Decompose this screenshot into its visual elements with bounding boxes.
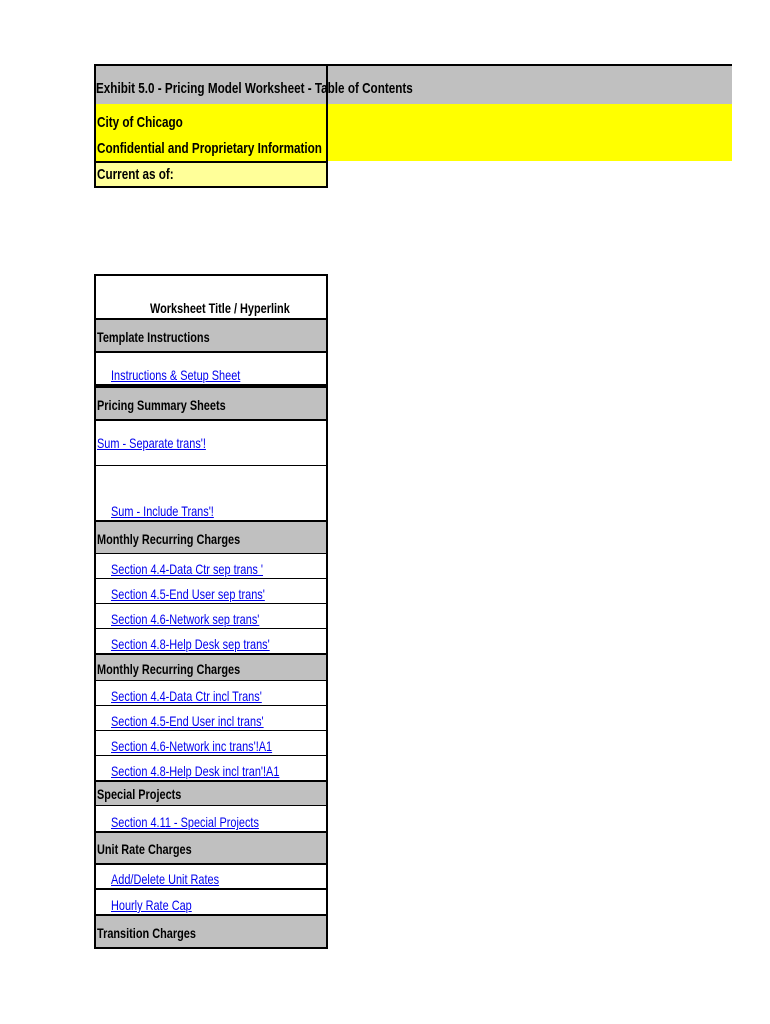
link-label[interactable]: Sum - Include Trans'! bbox=[111, 503, 214, 519]
link-end-user-incl[interactable] bbox=[96, 705, 326, 730]
link-hourly-rate-cap[interactable] bbox=[96, 888, 326, 914]
link-add-delete-unit-rates[interactable] bbox=[96, 863, 326, 888]
link-label[interactable]: Add/Delete Unit Rates bbox=[111, 871, 220, 887]
section-special-projects bbox=[96, 780, 326, 805]
link-label[interactable]: Section 4.5-End User incl trans' bbox=[111, 713, 264, 729]
section-label: Transition Charges bbox=[97, 925, 196, 941]
link-help-desk-incl[interactable] bbox=[96, 755, 326, 780]
link-label[interactable]: Section 4.8-Help Desk sep trans' bbox=[111, 636, 270, 652]
section-template-instructions bbox=[96, 318, 326, 351]
title-cell bbox=[94, 64, 413, 104]
section-mrc-include bbox=[96, 653, 326, 680]
link-label[interactable]: Section 4.4-Data Ctr incl Trans' bbox=[111, 688, 262, 704]
section-label: Monthly Recurring Charges bbox=[97, 531, 241, 547]
page-title: Exhibit 5.0 - Pricing Model Worksheet - Table of Contents bbox=[96, 80, 413, 97]
section-label: Special Projects bbox=[97, 786, 182, 802]
link-special-projects[interactable] bbox=[96, 805, 326, 831]
current-as-of-cell[interactable] bbox=[94, 161, 328, 188]
section-label: Monthly Recurring Charges bbox=[97, 661, 241, 677]
link-label[interactable]: Section 4.4-Data Ctr sep trans ' bbox=[111, 561, 264, 577]
link-sum-separate[interactable] bbox=[96, 419, 326, 465]
confidential-label: Confidential and Proprietary Information bbox=[97, 140, 322, 157]
link-label[interactable]: Section 4.5-End User sep trans' bbox=[111, 586, 265, 602]
link-network-sep[interactable] bbox=[96, 603, 326, 628]
link-network-incl[interactable] bbox=[96, 730, 326, 755]
column-header: Worksheet Title / Hyperlink bbox=[150, 300, 290, 316]
link-label[interactable]: Hourly Rate Cap bbox=[111, 897, 192, 913]
section-mrc-separate bbox=[96, 520, 326, 553]
section-label: Pricing Summary Sheets bbox=[97, 397, 226, 413]
column-header-row bbox=[96, 274, 326, 318]
link-label[interactable]: Sum - Separate trans'! bbox=[97, 435, 206, 451]
link-end-user-sep[interactable] bbox=[96, 578, 326, 603]
section-unit-rate bbox=[96, 831, 326, 863]
section-label: Template Instructions bbox=[97, 329, 210, 345]
toc-table bbox=[94, 274, 328, 949]
section-pricing-summary bbox=[96, 386, 326, 419]
link-help-desk-sep[interactable] bbox=[96, 628, 326, 653]
link-data-ctr-incl[interactable] bbox=[96, 680, 326, 705]
city-cell bbox=[94, 104, 328, 136]
link-data-ctr-sep[interactable] bbox=[96, 553, 326, 578]
link-instructions-setup[interactable] bbox=[96, 351, 326, 386]
link-label[interactable]: Instructions & Setup Sheet bbox=[111, 367, 241, 383]
section-transition bbox=[96, 914, 326, 949]
link-label[interactable]: Section 4.6-Network sep trans' bbox=[111, 611, 260, 627]
section-label: Unit Rate Charges bbox=[97, 841, 192, 857]
link-label[interactable]: Section 4.11 - Special Projects bbox=[111, 814, 259, 830]
link-label[interactable]: Section 4.6-Network inc trans'!A1 bbox=[111, 738, 273, 754]
city-name: City of Chicago bbox=[97, 114, 183, 131]
current-as-of-label: Current as of: bbox=[97, 166, 174, 183]
link-sum-include[interactable] bbox=[96, 465, 326, 520]
confidential-cell bbox=[94, 136, 328, 161]
link-label[interactable]: Section 4.8-Help Desk incl tran'!A1 bbox=[111, 763, 280, 779]
